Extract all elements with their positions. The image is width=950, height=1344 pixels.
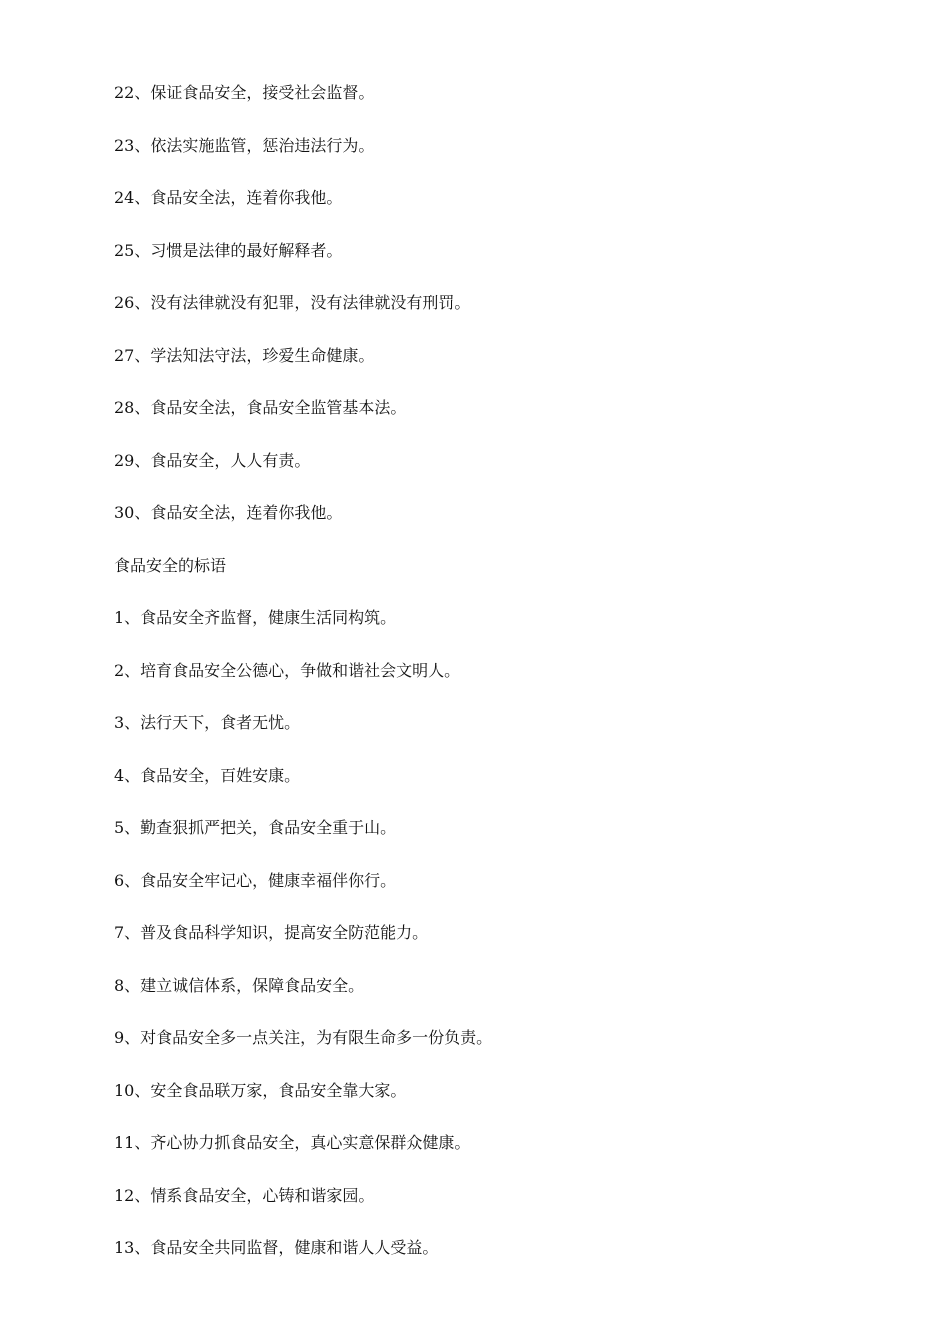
slogan-line: 27、学法知法守法，珍爱生命健康。	[114, 345, 375, 365]
slogan-line: 28、食品安全法，食品安全监管基本法。	[114, 398, 407, 417]
slogan-line: 24、食品安全法，连着你我他。	[114, 188, 343, 207]
slogan-line: 9、对食品安全多一点关注，为有限生命多一份负责。	[114, 1028, 493, 1047]
slogan-line: 29、食品安全，人人有责。	[114, 450, 311, 470]
slogan-line: 25、习惯是法律的最好解释者。	[114, 240, 343, 260]
slogan-line: 30、食品安全法，连着你我他。	[114, 503, 343, 522]
slogan-line: 2、培育食品安全公德心，争做和谐社会文明人。	[114, 660, 461, 680]
slogan-line: 7、普及食品科学知识，提高安全防范能力。	[114, 923, 429, 942]
slogan-line: 26、没有法律就没有犯罪，没有法律就没有刑罚。	[114, 293, 471, 312]
slogan-line: 10、安全食品联万家，食品安全靠大家。	[114, 1080, 407, 1100]
slogan-line: 12、情系食品安全，心铸和谐家园。	[114, 1185, 375, 1205]
slogan-line: 3、法行天下，食者无忧。	[114, 713, 301, 732]
slogan-line: 8、建立诚信体系，保障食品安全。	[114, 975, 365, 995]
slogan-line: 6、食品安全牢记心，健康幸福伴你行。	[114, 870, 397, 890]
slogan-line: 13、食品安全共同监督，健康和谐人人受益。	[114, 1238, 439, 1257]
slogan-line: 23、依法实施监管，惩治违法行为。	[114, 135, 375, 155]
document-body	[114, 80, 874, 1288]
slogan-line: 4、食品安全，百姓安康。	[114, 765, 301, 785]
slogan-line: 1、食品安全齐监督，健康生活同构筑。	[114, 608, 397, 627]
section-heading: 食品安全的标语	[114, 555, 227, 575]
slogan-line: 11、齐心协力抓食品安全，真心实意保群众健康。	[114, 1133, 471, 1152]
slogan-line: 22、保证食品安全，接受社会监督。	[114, 83, 375, 102]
slogan-line: 5、勤查狠抓严把关，食品安全重于山。	[114, 818, 397, 837]
